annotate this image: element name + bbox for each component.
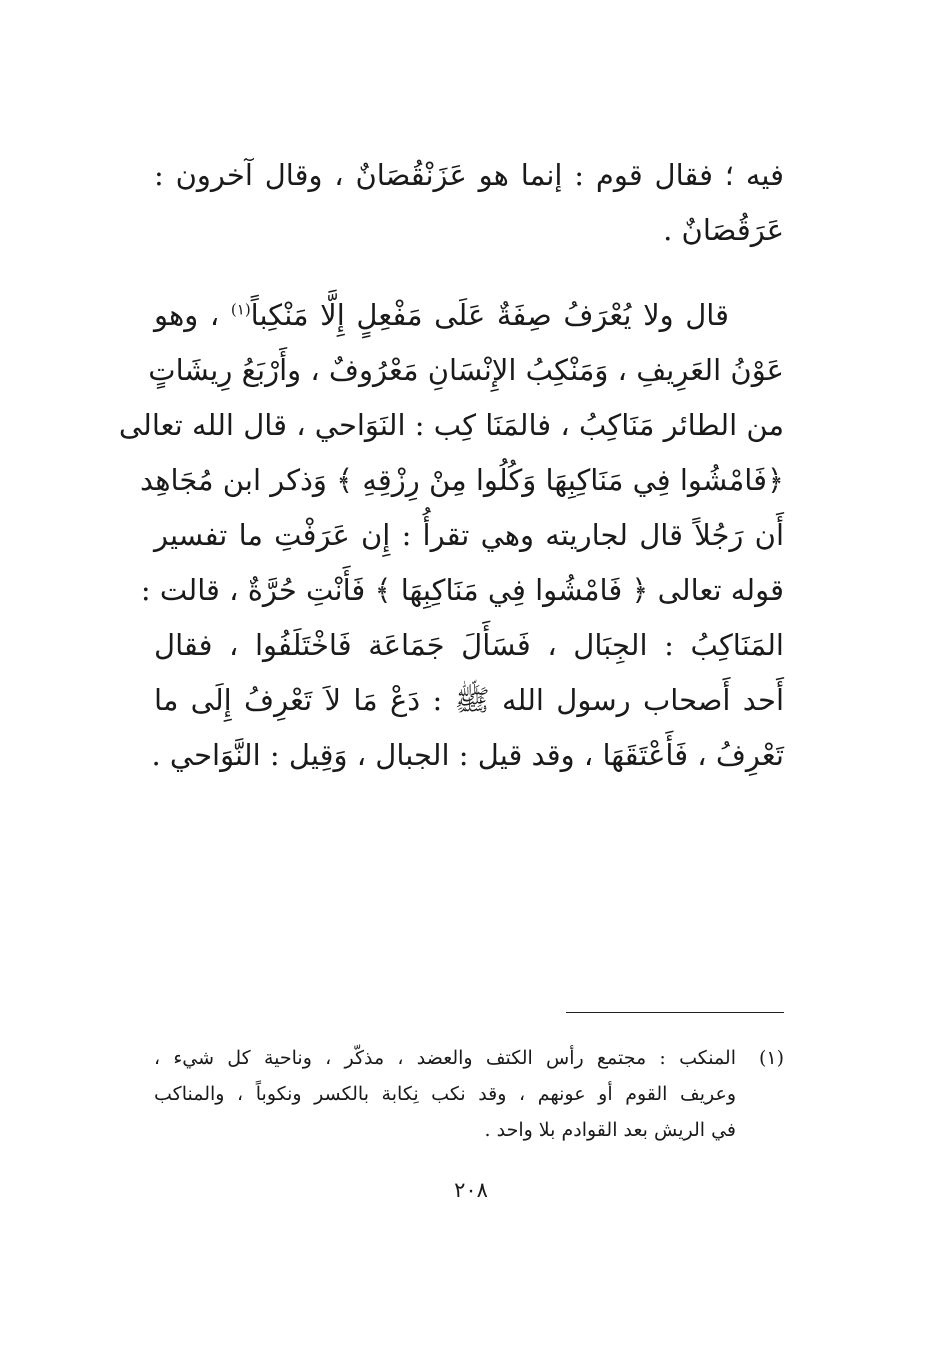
footnote-line: المنكب : مجتمع رأس الكتف والعضد ، مذكّر ، وناحية كل شيء ، <box>154 1047 736 1069</box>
text-line: تَعْرِفُ ، فَأَعْتَقَهَا ، وقد قيل : الجبال ، وَقِيل : النَّوَاحي . <box>151 738 784 772</box>
main-paragraph <box>118 288 784 783</box>
footnote-marker: (١) <box>758 1047 784 1069</box>
footnote-body <box>154 1040 736 1148</box>
page-number: ٢٠٨ <box>454 1178 488 1202</box>
text-line: عَوْنُ العَرِيفِ ، وَمَنْكِبُ الإِنْسَانِ مَعْرُوفٌ ، وأَرْبَعُ رِيشَاتٍ <box>148 353 784 387</box>
text-line: أَحد أَصحاب رسول الله ﷺ : دَعْ مَا لاَ تَعْرِفُ إِلَى ما <box>154 683 784 717</box>
first-line-tail: ، وهو <box>154 298 231 332</box>
text-line: قوله تعالى ﴿ فَامْشُوا فِي مَنَاكِبِهَا ﴾ فَأَنْتِ حُرَّةٌ ، قالت : <box>140 573 784 607</box>
intro-paragraph <box>154 148 784 258</box>
text-line: أَن رَجُلاً قال لجاريته وهي تقرأُ : إِن عَرَفْتِ ما تفسير <box>154 518 784 552</box>
footnotes-section <box>154 1040 784 1148</box>
text-line: من الطائر مَنَاكِبُ ، فالمَنَا كِب : النَوَاحي ، قال الله تعالى <box>118 408 784 442</box>
text-line: فيه ؛ فقال قوم : إنما هو عَزَنْقُصَانٌ ، وقال آخرون : <box>154 158 784 192</box>
text-line: عَرَقُصَانٌ . <box>663 213 784 247</box>
footnote-line: وعريف القوم أو عونهم ، وقد نكب نِكابة بالكسر ونكوباً ، والمناكب <box>154 1083 736 1105</box>
text-line: ﴿فَامْشُوا فِي مَنَاكِبِهَا وَكُلُوا مِنْ رِزْقِهِ ﴾ وَذكر ابن مُجَاهِد <box>139 463 784 497</box>
text-line-first <box>154 288 784 343</box>
footnote-reference[interactable]: (١) <box>230 300 251 319</box>
footnote-divider <box>566 1012 784 1013</box>
first-line-text: قال ولا يُعْرَفُ صِفَةٌ عَلَى مَفْعِلٍ إِلَّا مَنْكِباً <box>250 298 730 332</box>
text-line: المَنَاكِبُ : الجِبَال ، فَسَأَلَ جَمَاعَة فَاخْتَلَفُوا ، فقال <box>154 628 784 662</box>
footnote-line: في الريش بعد القوادم بلا واحد . <box>484 1119 736 1141</box>
footnote-item <box>154 1040 784 1148</box>
